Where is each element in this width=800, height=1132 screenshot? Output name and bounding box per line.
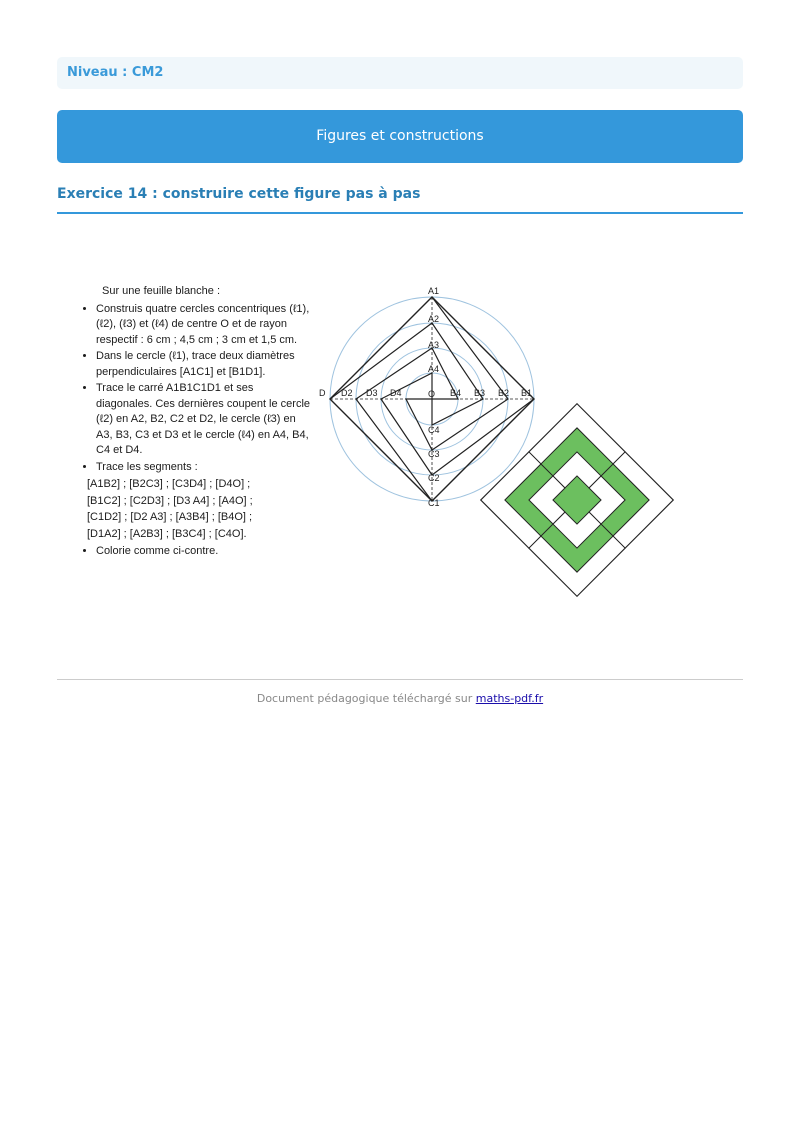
label-b3: B3: [474, 388, 486, 398]
label-d4: D4: [390, 388, 402, 398]
footer-text: Document pédagogique téléchargé sur: [256, 692, 476, 705]
step-2: • Dans le cercle (ℓ1), trace deux diamètres perpendiculaires [A1C1] et [B1D1].: [96, 349, 312, 380]
path-c1-d2: [356, 348, 458, 501]
label-a4: A4: [428, 364, 440, 374]
label-b2: B2: [498, 388, 510, 398]
segments-line-1: [A1B2] ; [B2C3] ; [C3D4] ; [D4O] ;: [87, 478, 251, 490]
label-o: O: [428, 389, 436, 399]
step-3: • Trace le carré A1B1C1D1 et ses diagonales. Ces dernières coupent le cercle (ℓ2) en A2, B2, C2 et D2, le cercle (ℓ3) en A3, B3, C3 et D3 et le cercle (ℓ4) en A4, B4, C4 et D4.: [96, 381, 312, 459]
path-a1-b2: [406, 297, 508, 450]
label-d1: D: [319, 388, 326, 398]
label-b1: B1: [521, 388, 533, 398]
segments-line-3: [C1D2] ; [D2 A3] ; [A3B4] ; [B4O] ;: [87, 511, 253, 523]
title-underline: [57, 212, 743, 214]
niveau-label: Niveau : CM2: [67, 65, 164, 80]
step-1: • Construis quatre cercles concentriques (ℓ1), (ℓ2), (ℓ3) et (ℓ4) de centre O et de rayon respectif : 6 cm ; 4,5 cm ; 3 cm et 1,5 cm.: [96, 302, 312, 349]
construction-diagram: [57, 270, 743, 610]
path-d1-a2: [330, 323, 486, 425]
label-c3: C3: [428, 449, 440, 459]
label-d2: D2: [341, 388, 353, 398]
label-b4: B4: [450, 388, 462, 398]
exercise-figure: [57, 270, 743, 610]
label-a1: A1: [428, 286, 440, 296]
step-4: • Trace les segments :: [96, 460, 312, 476]
label-c4: C4: [428, 425, 440, 435]
label-c2: C2: [428, 473, 440, 483]
label-a3: A3: [428, 340, 440, 350]
instructions-intro: Sur une feuille blanche :: [102, 285, 221, 297]
colored-square: [481, 404, 673, 596]
colored-figure: [481, 404, 673, 596]
label-c1: C1: [428, 498, 440, 508]
label-a2: A2: [428, 314, 440, 324]
step-5: • Colorie comme ci-contre.: [96, 544, 312, 560]
segments-line-2: [B1C2] ; [C2D3] ; [D3 A4] ; [A4O] ;: [87, 494, 253, 507]
footer: [0, 692, 800, 705]
label-d3: D3: [366, 388, 378, 398]
section-banner: Figures et constructions: [57, 110, 743, 163]
footer-divider: [57, 679, 743, 680]
niveau-box: [57, 57, 743, 89]
footer-link[interactable]: maths-pdf.fr: [475, 692, 544, 705]
exercise-title: Exercice 14 : construire cette figure pas à pas: [57, 186, 421, 202]
segments-line-4: [D1A2] ; [A2B3] ; [B3C4] ; [C4O].: [87, 527, 247, 540]
